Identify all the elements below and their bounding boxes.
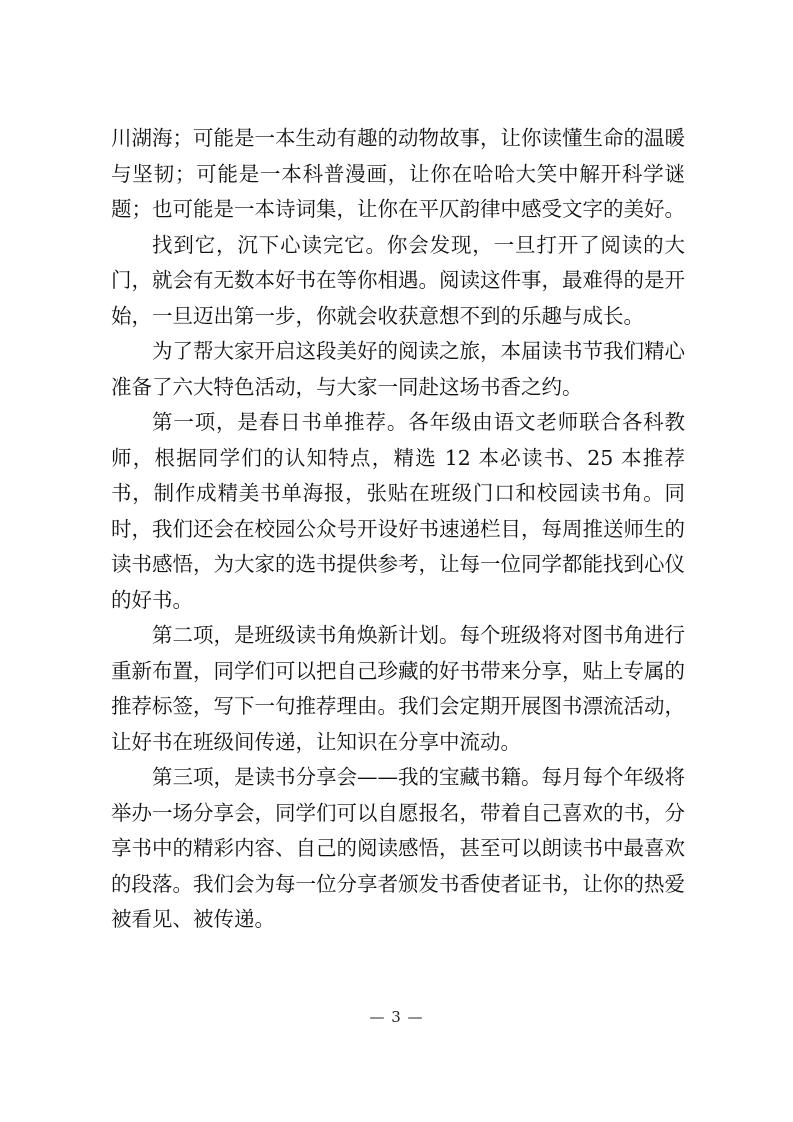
paragraph: 为了帮大家开启这段美好的阅读之旅，本届读书节我们精心准备了六大特色活动，与大家一同赴这场书香之约。: [111, 339, 685, 399]
paragraph: 第一项，是春日书单推荐。各年级由语文老师联合各科教师，根据同学们的认知特点，精选 12 本必读书、25 本推荐书，制作成精美书单海报，张贴在班级门口和校园读书角。同时，我们还会在校园公众号开设好书速递栏目，每周推送师生的读书感悟，为大家的选书提供参考，让每一位同学都能找到心仪的好书。: [111, 410, 685, 612]
paragraph: 第三项，是读书分享会——我的宝藏书籍。每月每个年级将举办一场分享会，同学们可以自愿报名，带着自己喜欢的书，分享书中的精彩内容、自己的阅读感悟，甚至可以朗读书中最喜欢的段落。我们会为每一位分享者颁发书香使者证书，让你的热爱被看见、被传递。: [111, 765, 685, 931]
paragraph: 找到它，沉下心读完它。你会发现，一旦打开了阅读的大门，就会有无数本好书在等你相遇。阅读这件事，最难得的是开始，一旦迈出第一步，你就会收获意想不到的乐趣与成长。: [111, 232, 685, 328]
paragraph: 第二项，是班级读书角焕新计划。每个班级将对图书角进行重新布置，同学们可以把自己珍藏的好书带来分享，贴上专属的推荐标签，写下一句推荐理由。我们会定期开展图书漂流活动，让好书在班级间传递，让知识在分享中流动。: [111, 623, 685, 754]
page-number: — 3 —: [369, 1008, 424, 1026]
body-text: [111, 121, 685, 938]
paragraph-continuation: 川湖海；可能是一本生动有趣的动物故事，让你读懂生命的温暖与坚韧；可能是一本科普漫画，让你在哈哈大笑中解开科学谜题；也可能是一本诗词集，让你在平仄韵律中感受文字的美好。: [111, 126, 685, 221]
